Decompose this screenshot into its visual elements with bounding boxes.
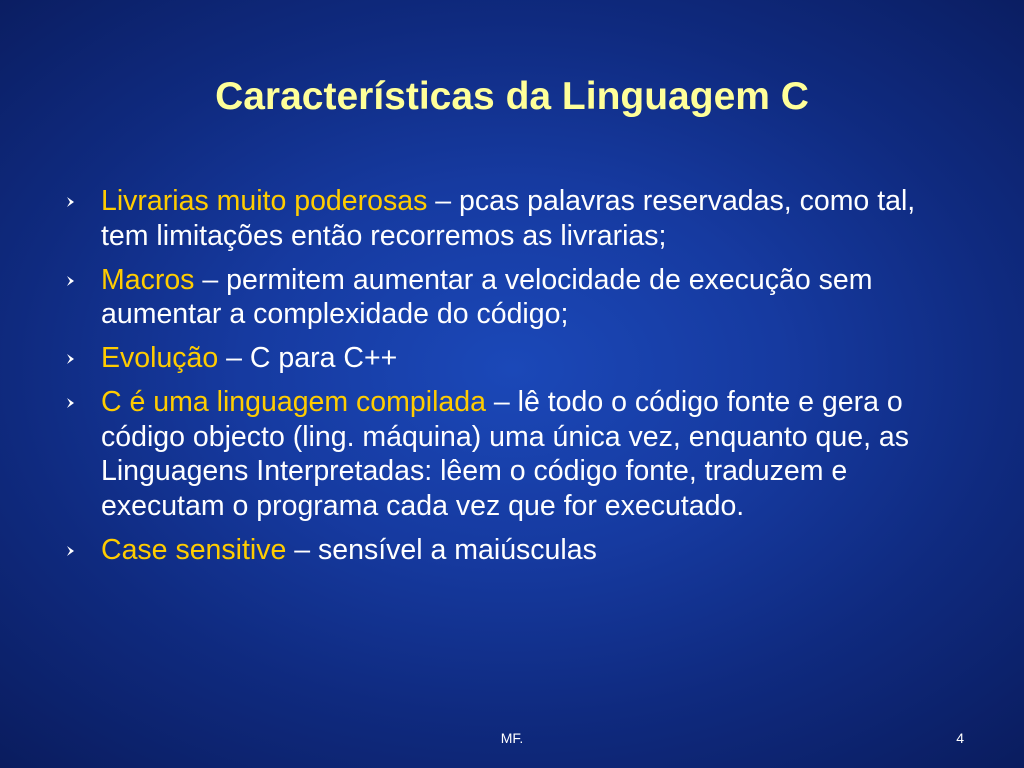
bullet-text: – C para C++ — [218, 342, 398, 374]
bullet-item-compilada — [64, 385, 964, 523]
bullet-term: Case sensitive — [101, 533, 287, 566]
bullet-text: – sensível a maiúsculas — [286, 533, 597, 566]
slide-title: Características da Linguagem C — [215, 75, 809, 118]
arrowhead-bullet-icon — [64, 264, 80, 298]
page-number: 4 — [956, 730, 964, 746]
bullet-item-case-sensitive — [64, 533, 964, 568]
arrowhead-bullet-icon — [64, 185, 80, 219]
bullet-term: Evolução — [101, 342, 219, 374]
bullet-term: C é uma linguagem compilada — [101, 386, 486, 418]
arrowhead-bullet-icon — [64, 534, 80, 568]
bullet-text: – lê todo o código fonte e gera o código objecto (ling. máquina) uma única vez, enquanto que, as Linguagens Interpretadas: lêem o código fonte, traduzem e executam o programa cada vez que for executado. — [101, 386, 910, 522]
bullet-term: Livrarias muito poderosas — [101, 185, 428, 217]
bullet-text: – permitem aumentar a velocidade de execução sem aumentar a complexidade do código; — [101, 263, 873, 330]
bullet-item-livrarias — [64, 184, 964, 253]
bullet-text: – pcas palavras reservadas, como tal, tem limitações então recorremos as livrarias; — [101, 185, 916, 252]
bullet-list — [64, 184, 964, 577]
bullet-item-evolucao — [64, 341, 964, 376]
arrowhead-bullet-icon — [64, 342, 80, 376]
footer-author: MF. — [500, 730, 524, 746]
bullet-term: Macros — [101, 263, 195, 296]
arrowhead-bullet-icon — [64, 386, 80, 420]
bullet-item-macros — [64, 263, 964, 332]
